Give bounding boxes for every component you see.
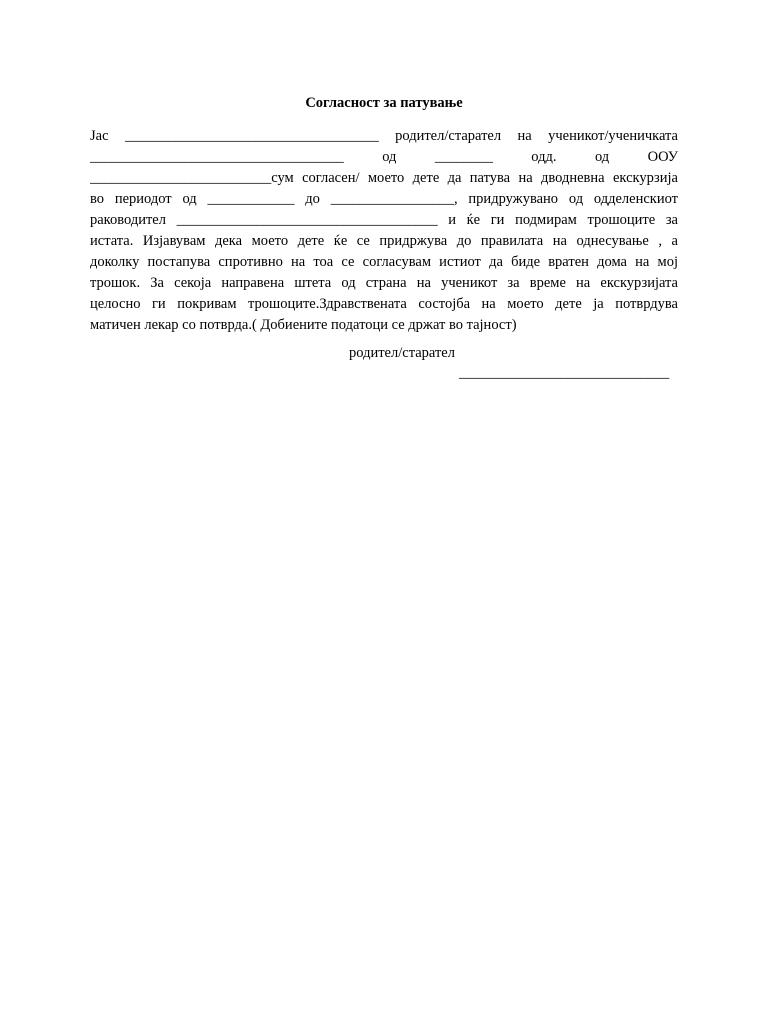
consent-paragraph <box>90 126 678 336</box>
paragraph-line: целосно ги покривам трошоците.Здравствената состојба на моето дете ја потврдува <box>90 296 678 312</box>
paragraph-line: матичен лекар со потврда.( Добиените податоци се држат во тајност) <box>90 317 517 333</box>
paragraph-line: во периодот од ____________ до _________________, придружувано од одделенскиот <box>90 191 678 207</box>
signature-line: _____________________________ <box>459 365 670 381</box>
paragraph-line: Јас ___________________________________ родител/старател на ученикот/ученичката <box>90 128 678 144</box>
paragraph-line: _________________________сум согласен/ моето дете да патува на дводневна екскурзија <box>90 170 678 186</box>
paragraph-line: доколку постапува спротивно на тоа се согласувам истиот да биде вратен дома на мој <box>90 254 678 270</box>
paragraph-line: раководител ____________________________________ и ќе ги подмирам трошоците за <box>90 212 678 228</box>
signature-label: родител/старател <box>349 345 455 361</box>
paragraph-line: истата. Изјавувам дека моето дете ќе се придржува до правилата на однесување , а <box>90 233 678 249</box>
document-title: Согласност за патување <box>305 95 463 111</box>
paragraph-line: ___________________________________ од ________ одд. од ООУ <box>90 149 678 165</box>
paragraph-line: трошок. За секоја направена штета од страна на ученикот за време на екскурзијата <box>90 275 678 291</box>
